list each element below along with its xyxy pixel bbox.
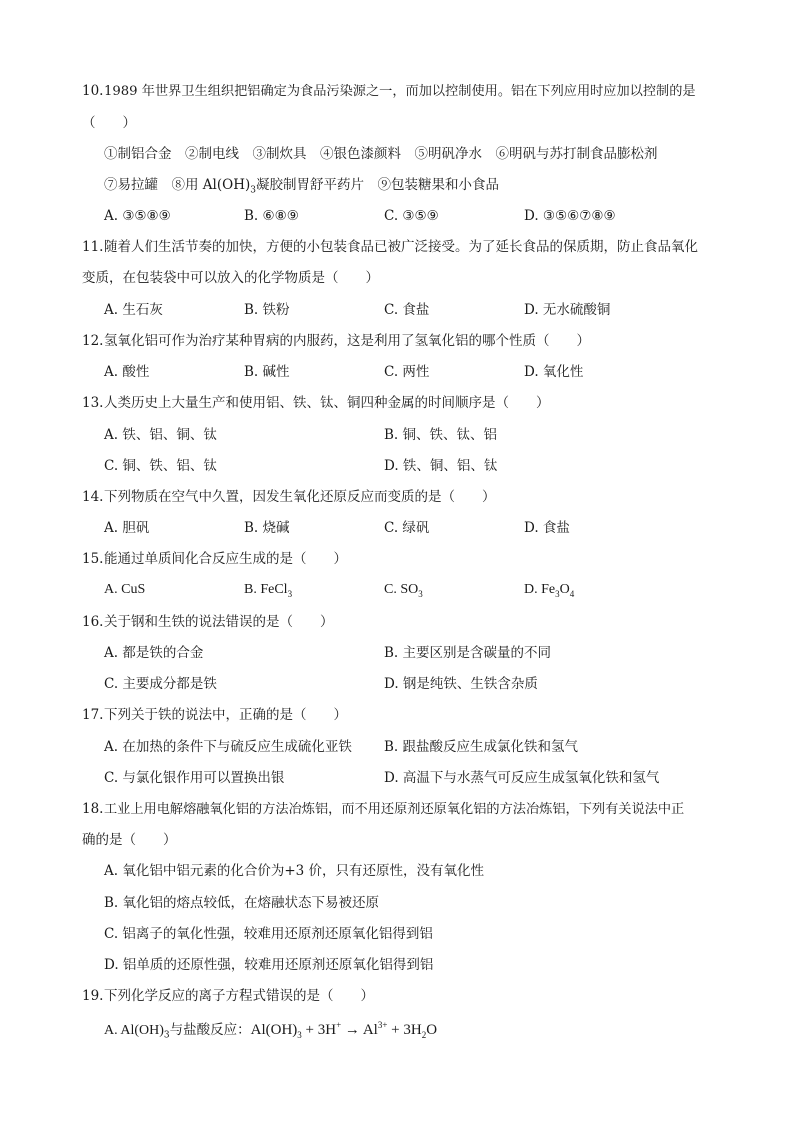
question-number: 11.: [82, 239, 104, 255]
option-a: A. 都是铁的合金: [104, 645, 204, 661]
question-text: 下列物质在空气中久置，因发生氧化还原反应而变质的是（ ）: [104, 489, 496, 505]
option-a: A. 氧化铝中铝元素的化合价为+3 价，只有还原性，没有氧化性: [104, 863, 485, 879]
option-b: B. ⑥⑧⑨: [244, 208, 299, 224]
question-number: 13.: [82, 395, 104, 411]
question-14: [82, 487, 722, 507]
option-c: C. 铜、铁、铝、钛: [104, 458, 217, 474]
option-a: A. ③⑤⑧⑨: [104, 208, 171, 224]
question-13: [82, 393, 722, 413]
option-a: A. 胆矾: [104, 520, 150, 536]
question-text: 人类历史上大量生产和使用铝、铁、钛、铜四种金属的时间顺序是（ ）: [104, 395, 550, 411]
option-a: A. 在加热的条件下与硫反应生成硫化亚铁: [104, 739, 352, 755]
option-c: C. 食盐: [384, 302, 430, 318]
question-text: 下列化学反应的离子方程式错误的是（ ）: [104, 988, 374, 1004]
option-c: C. 与氯化银作用可以置换出银: [104, 770, 285, 786]
option-a: A. 铁、铝、铜、钛: [104, 427, 217, 443]
option-d: D. 高温下与水蒸气可反应生成氢氧化铁和氢气: [384, 770, 660, 786]
question-number: 17.: [82, 707, 104, 723]
question-number: 19.: [82, 988, 104, 1004]
option-a: A. CuS: [104, 582, 146, 597]
question-number: 15.: [82, 551, 104, 567]
question-19: [82, 986, 722, 1006]
question-text-cont: 变质，在包装袋中可以放入的化学物质是（ ）: [82, 270, 379, 286]
option-c: C. 铝离子的氧化性强，较难用还原剂还原氧化铝得到铝: [104, 926, 433, 942]
option-a: A. 生石灰: [104, 302, 163, 318]
option-c: C. 主要成分都是铁: [104, 676, 217, 692]
option-b: B. 氧化铝的熔点较低，在熔融状态下易被还原: [104, 895, 380, 911]
option-c: C. 绿矾: [384, 520, 430, 536]
question-text: 1989 年世界卫生组织把铝确定为食品污染源之一，而加以控制使用。铝在下列应用时应加以控制的是: [104, 84, 696, 99]
option-d: D. 铝单质的还原性强，较难用还原剂还原氧化铝得到铝: [104, 957, 434, 973]
option-b: B. 主要区别是含碳量的不同: [384, 645, 552, 661]
question-text: 随着人们生活节奏的加快，方便的小包装食品已被广泛接受。为了延长食品的保质期，防止食品氧化: [104, 239, 698, 255]
item-list-2: ⑦易拉罐 ⑧用 $Al(OH)_3$凝胶制胃舒平药片 ⑨包装糖果和小食品: [104, 177, 499, 196]
option-b: B. 碱性: [244, 364, 290, 380]
option-c: C. $SO_3$: [384, 582, 423, 599]
option-b: B. 跟盐酸反应生成氯化铁和氢气: [384, 739, 579, 755]
option-b: B. 铁粉: [244, 302, 290, 318]
question-number: 16.: [82, 614, 104, 630]
question-12: [82, 331, 722, 351]
option-d: D. 无水硫酸铜: [524, 302, 611, 318]
option-d: D. 氧化性: [524, 364, 584, 380]
option-d: D. 铁、铜、铝、钛: [384, 458, 498, 474]
question-text: 能通过单质间化合反应生成的是（ ）: [104, 551, 347, 567]
answer-bracket: （ ）: [82, 115, 136, 131]
option-d: D. 钢是纯铁、生铁含杂质: [384, 676, 538, 692]
option-c: C. 两性: [384, 364, 430, 380]
question-number: 18.: [82, 801, 104, 817]
question-text: 氢氧化铝可作为治疗某种胃病的内服药，这是利用了氢氧化铝的哪个性质（ ）: [104, 333, 590, 349]
question-number: 10.: [82, 83, 104, 99]
option-b: B. FeCl$_3$: [244, 582, 293, 599]
question-number: 14.: [82, 489, 104, 505]
ionic-equation: $Al(OH)_3 + 3H^+ \to Al^{3+} + 3H_2O$: [250, 1020, 438, 1040]
option-b: B. 烧碱: [244, 520, 290, 536]
option-d: D. $Fe_3O_4$: [524, 582, 575, 599]
question-16: [82, 612, 722, 632]
question-10: [82, 81, 722, 102]
question-18: [82, 799, 722, 820]
option-d: D. 食盐: [524, 520, 570, 536]
question-text-cont: 确的是（ ）: [82, 832, 177, 848]
option-c: C. ③⑤⑨: [384, 208, 439, 224]
question-text: 下列关于铁的说法中，正确的是（ ）: [104, 707, 347, 723]
item-list-1: ①制铝合金 ②制电线 ③制炊具 ④银色漆颜料 ⑤明矾净水 ⑥明矾与苏打制食品膨松剂: [104, 146, 658, 162]
question-11: [82, 237, 722, 257]
question-17: [82, 705, 722, 725]
question-text: 关于钢和生铁的说法错误的是（ ）: [104, 614, 334, 630]
option-d: D. ③⑤⑥⑦⑧⑨: [524, 208, 616, 224]
question-text: 工业上用电解熔融氧化铝的方法冶炼铝，而不用还原剂还原氧化铝的方法冶炼铝，下列有关说法中正: [104, 802, 685, 817]
question-15: [82, 549, 722, 569]
question-number: 12.: [82, 333, 104, 349]
option-a: A. 酸性: [104, 364, 150, 380]
option-a: A. $Al(OH)_3$与盐酸反应：$Al(OH)_3 + 3H^+ \to Al^{3+} + 3H_2O$: [104, 1020, 438, 1041]
option-b: B. 铜、铁、钛、铝: [384, 427, 498, 443]
